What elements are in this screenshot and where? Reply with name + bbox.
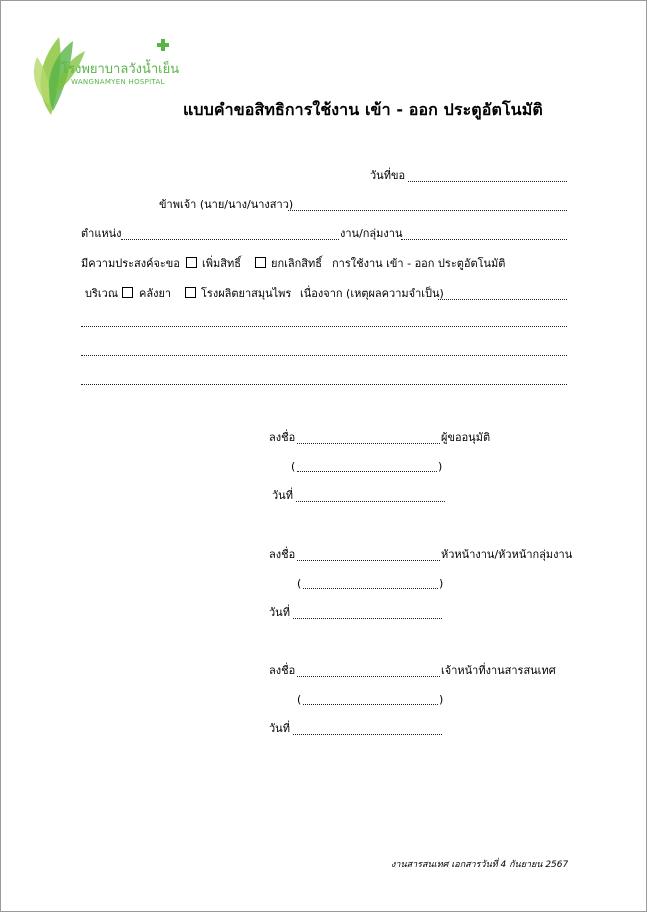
paren-close: ) xyxy=(439,693,444,706)
area-warehouse-label: คลังยา xyxy=(139,287,172,300)
department-field[interactable] xyxy=(401,239,567,240)
reason-line-3[interactable] xyxy=(81,355,567,356)
cancel-permission-checkbox[interactable] xyxy=(255,257,266,268)
area-warehouse-checkbox[interactable] xyxy=(122,287,133,298)
signature-label: ลงชื่อ xyxy=(269,664,296,677)
area-herbal-label: โรงผลิตยาสมุนไพร xyxy=(201,287,292,300)
usage-text: การใช้งาน เข้า - ออก ประตูอัตโนมัติ xyxy=(332,257,506,270)
add-permission-checkbox[interactable] xyxy=(186,257,197,268)
applicant-label: ข้าพเจ้า (นาย/นาง/นางสาว) xyxy=(159,198,294,211)
printed-name-field-supervisor[interactable] xyxy=(303,588,438,589)
signature-date-field-it-officer[interactable] xyxy=(293,734,442,735)
paren-open: ( xyxy=(291,460,296,473)
hospital-name-th: โรงพยาบาลวังน้ำเย็น xyxy=(61,62,180,77)
position-label: ตำแหน่ง xyxy=(81,227,122,240)
reason-line-2[interactable] xyxy=(81,326,567,327)
reason-field[interactable] xyxy=(438,299,567,300)
area-label: บริเวณ xyxy=(85,287,119,300)
signature-field-applicant[interactable] xyxy=(297,443,440,444)
document-footer: งานสารสนเทศ เอกสารวันที่ 4 กันยายน 2567 xyxy=(391,860,569,870)
signature-role: หัวหน้างาน/หัวหน้ากลุ่มงาน xyxy=(441,548,573,561)
reason-line-4[interactable] xyxy=(81,384,567,385)
date-request-field[interactable] xyxy=(408,181,567,182)
paren-open: ( xyxy=(297,693,302,706)
printed-name-field-it-officer[interactable] xyxy=(303,704,438,705)
paren-open: ( xyxy=(297,577,302,590)
area-herbal-checkbox[interactable] xyxy=(185,287,196,298)
signature-role: ผู้ขออนุมัติ xyxy=(441,431,491,444)
applicant-name-field[interactable] xyxy=(288,210,567,211)
signature-field-supervisor[interactable] xyxy=(297,560,440,561)
signature-date-label: วันที่ xyxy=(272,489,293,502)
signature-date-field-supervisor[interactable] xyxy=(293,618,442,619)
signature-field-it-officer[interactable] xyxy=(297,676,440,677)
signature-role: เจ้าหน้าที่งานสารสนเทศ xyxy=(441,664,556,677)
printed-name-field-applicant[interactable] xyxy=(297,471,437,472)
form-title: แบบคำขอสิทธิการใช้งาน เข้า - ออก ประตูอัตโนมัติ xyxy=(183,100,543,119)
signature-date-field-applicant[interactable] xyxy=(296,501,445,502)
reason-label: เนื่องจาก (เหตุผลความจำเป็น) xyxy=(300,287,444,300)
signature-label: ลงชื่อ xyxy=(269,431,296,444)
cancel-permission-label: ยกเลิกสิทธิ์ xyxy=(271,257,322,270)
paren-close: ) xyxy=(439,577,444,590)
signature-date-label: วันที่ xyxy=(269,606,290,619)
paren-close: ) xyxy=(438,460,443,473)
date-request-label: วันที่ขอ xyxy=(370,169,406,182)
signature-label: ลงชื่อ xyxy=(269,548,296,561)
hospital-name-en: WANGNAMYEN HOSPITAL xyxy=(71,78,165,86)
purpose-label: มีความประสงค์จะขอ xyxy=(81,257,180,270)
add-permission-label: เพิ่มสิทธิ์ xyxy=(202,257,241,270)
position-field[interactable] xyxy=(121,239,339,240)
signature-date-label: วันที่ xyxy=(269,722,290,735)
department-label: งาน/กลุ่มงาน xyxy=(340,227,403,240)
